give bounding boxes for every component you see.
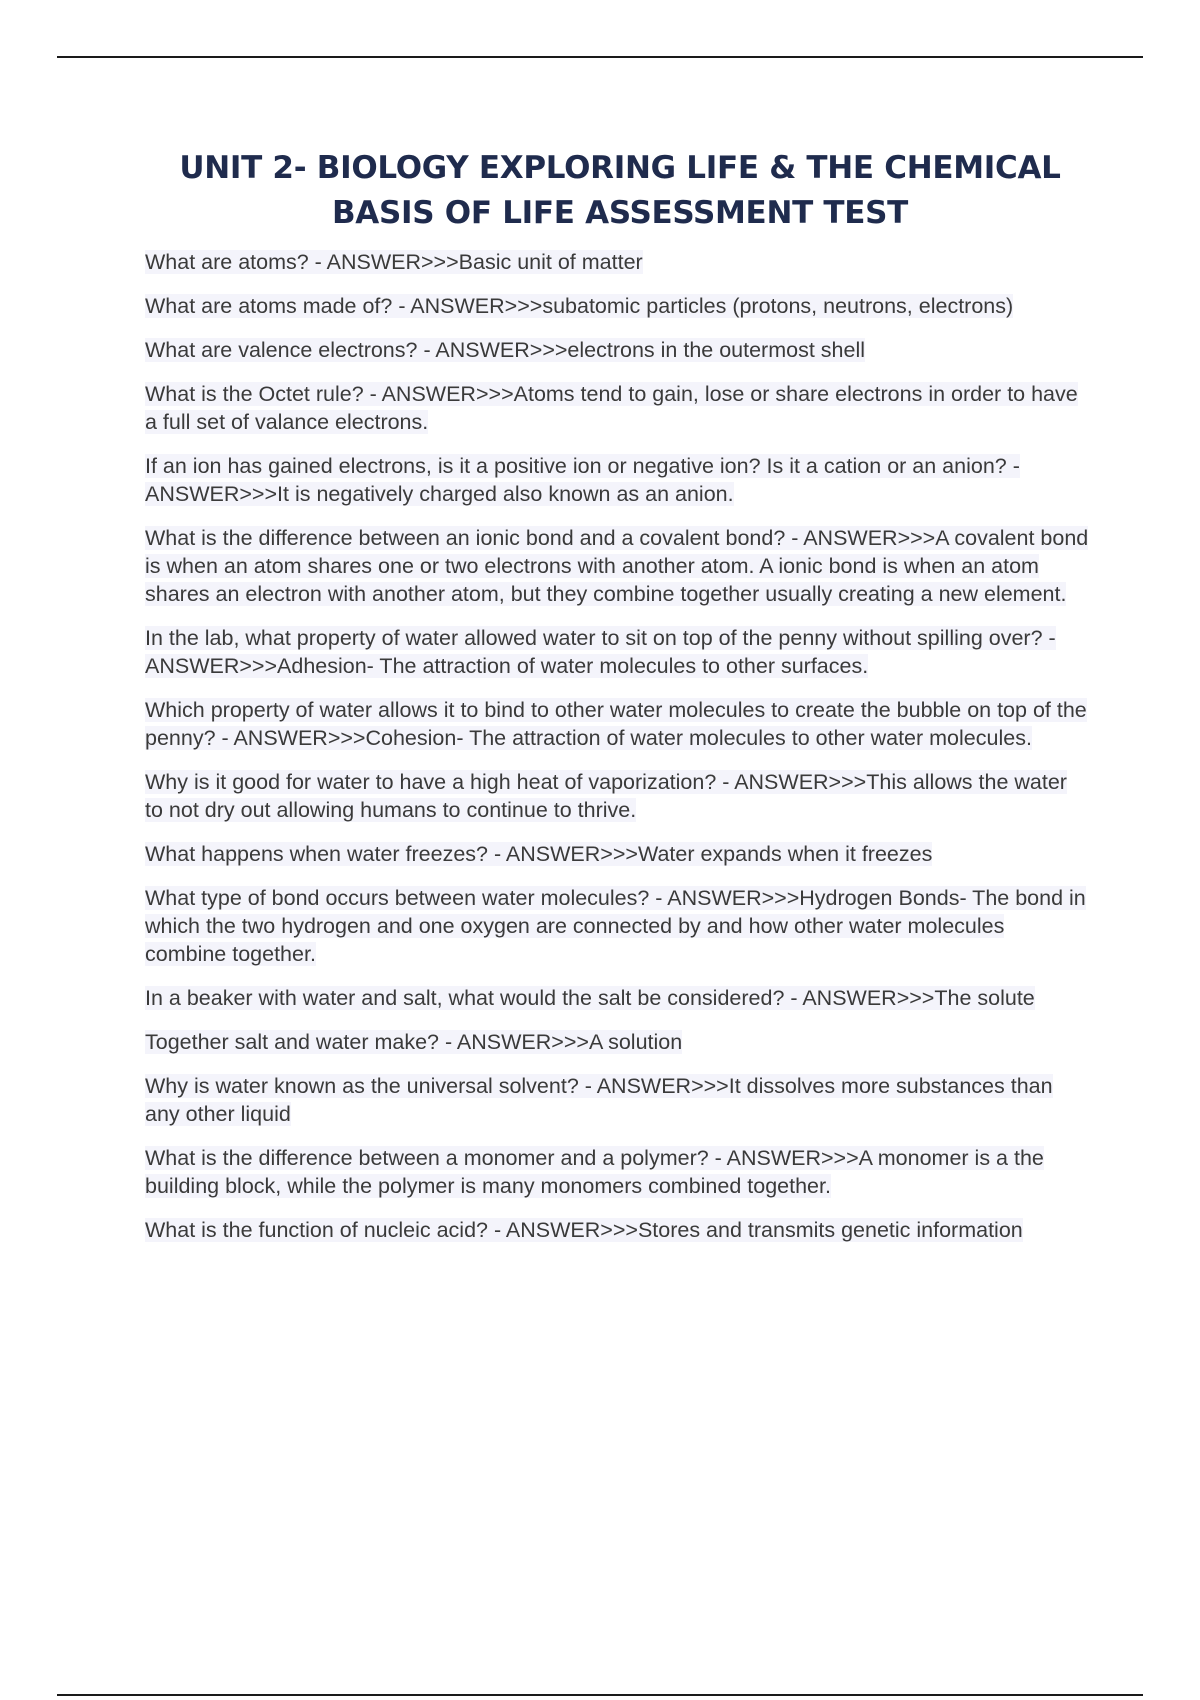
qa-text: What are atoms? - ANSWER>>>Basic unit of matter <box>145 250 643 274</box>
qa-text: What is the Octet rule? - ANSWER>>>Atoms tend to gain, lose or share electrons in order to have a full set of valance electrons. <box>145 382 1078 434</box>
qa-item <box>145 1028 1090 1056</box>
qa-text: What are atoms made of? - ANSWER>>>subatomic particles (protons, neutrons, electrons) <box>145 294 1014 318</box>
qa-text: Together salt and water make? - ANSWER>>>A solution <box>145 1030 683 1054</box>
qa-item <box>145 1072 1090 1128</box>
qa-text: In the lab, what property of water allowed water to sit on top of the penny without spilling over? - ANSWER>>>Adhesion- The attraction of water molecules to other surfaces. <box>145 626 1056 678</box>
qa-text: What is the function of nucleic acid? - ANSWER>>>Stores and transmits genetic information <box>145 1218 1023 1242</box>
qa-text: What type of bond occurs between water molecules? - ANSWER>>>Hydrogen Bonds- The bond in which the two hydrogen and one oxygen are connected by and how other water molecules combine together. <box>145 886 1086 966</box>
qa-item <box>145 984 1090 1012</box>
bottom-rule <box>57 1694 1143 1696</box>
qa-item <box>145 624 1090 680</box>
qa-text: Why is it good for water to have a high heat of vaporization? - ANSWER>>>This allows the water to not dry out allowing humans to continue to thrive. <box>145 770 1067 822</box>
page-title: UNIT 2- BIOLOGY EXPLORING LIFE & THE CHEMICAL BASIS OF LIFE ASSESSMENT TEST <box>179 150 1061 231</box>
qa-text: What is the difference between a monomer and a polymer? - ANSWER>>>A monomer is a the building block, while the polymer is many monomers combined together. <box>145 1146 1044 1198</box>
qa-item <box>145 840 1090 868</box>
qa-item <box>145 1216 1090 1244</box>
qa-text: What are valence electrons? - ANSWER>>>electrons in the outermost shell <box>145 338 865 362</box>
top-rule <box>57 56 1143 58</box>
qa-text: What is the difference between an ionic bond and a covalent bond? - ANSWER>>>A covalent bond is when an atom shares one or two electrons with another atom. A ionic bond is when an atom shares an electron with another atom, but they combine together usually creating a new element. <box>145 526 1089 606</box>
qa-text: What happens when water freezes? - ANSWER>>>Water expands when it freezes <box>145 842 933 866</box>
qa-item <box>145 452 1090 508</box>
qa-item <box>145 380 1090 436</box>
qa-item <box>145 336 1090 364</box>
qa-text: Why is water known as the universal solvent? - ANSWER>>>It dissolves more substances than any other liquid <box>145 1074 1053 1126</box>
qa-item <box>145 696 1090 752</box>
qa-item <box>145 524 1090 608</box>
qa-item <box>145 1144 1090 1200</box>
qa-text: In a beaker with water and salt, what would the salt be considered? - ANSWER>>>The solute <box>145 986 1035 1010</box>
qa-list <box>145 248 1090 1260</box>
qa-text: If an ion has gained electrons, is it a positive ion or negative ion? Is it a cation or an anion? - ANSWER>>>It is negatively charged also known as an anion. <box>145 454 1020 506</box>
qa-item <box>145 292 1090 320</box>
qa-text: Which property of water allows it to bind to other water molecules to create the bubble on top of the penny? - ANSWER>>>Cohesion- The attraction of water molecules to other water molecules. <box>145 698 1087 750</box>
qa-item <box>145 248 1090 276</box>
qa-item <box>145 884 1090 968</box>
qa-item <box>145 768 1090 824</box>
